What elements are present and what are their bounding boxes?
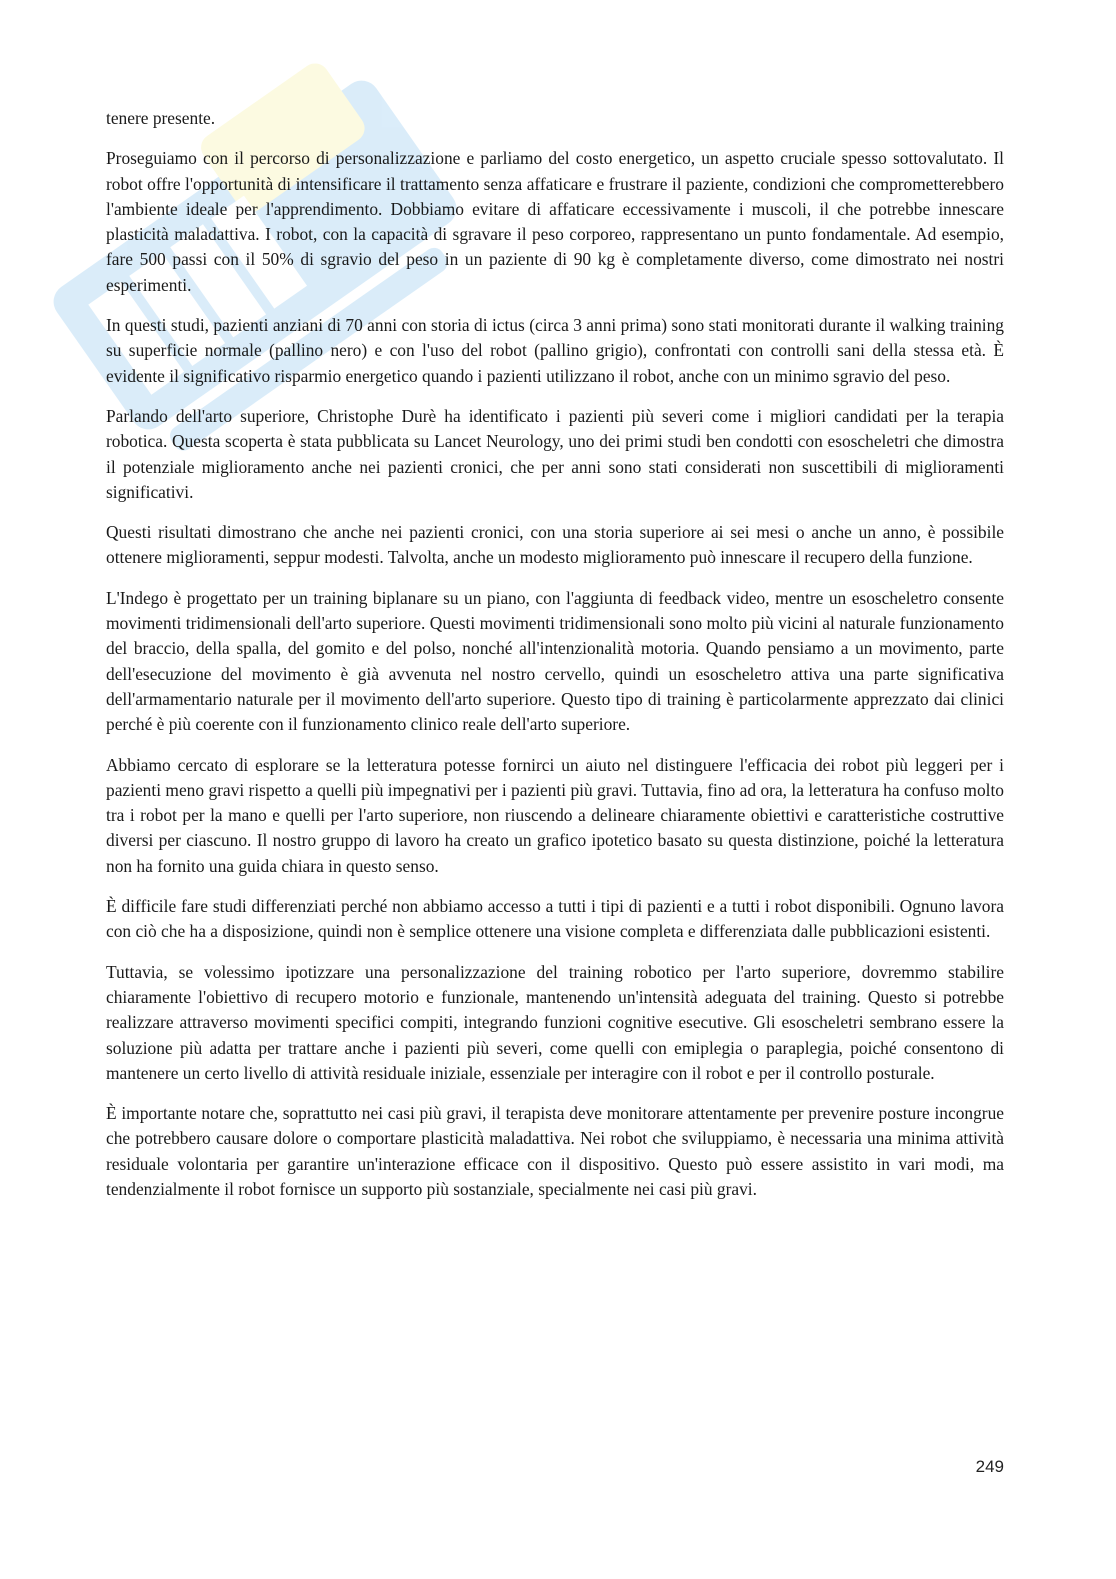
paragraph: Proseguiamo con il percorso di personalizzazione e parliamo del costo energetico, un aspetto cruciale spesso sottovalutato. Il robot offre l'opportunità di intensificare il trattamento senza affaticare e frustrare il paziente, condizioni che comprometterebbero l'ambiente ideale per l'apprendimento. Dobbiamo evitare di affaticare eccessivamente i muscoli, il che potrebbe innescare plasticità maladattiva. I robot, con la capacità di sgravare il peso corporeo, rappresentano un punto fondamentale. Ad esempio, fare 500 passi con il 50% di sgravio del peso in un paziente di 90 kg è completamente diverso, come dimostrato nei nostri esperimenti.	[106, 148, 1004, 295]
paragraph: È importante notare che, soprattutto nei casi più gravi, il terapista deve monitorare attentamente per prevenire posture incongrue che potrebbero causare dolore o comportare plasticità maladattiva. Nei robot che sviluppiamo, è necessaria una minima attività residuale volontaria per garantire un'interazione efficace con il dispositivo. Questo può essere assistito in vari modi, ma tendenzialmente il robot fornisce un supporto più sostanziale, specialmente nei casi più gravi.	[106, 1103, 1004, 1199]
paragraph: Questi risultati dimostrano che anche nei pazienti cronici, con una storia superiore ai sei mesi o anche un anno, è possibile ottenere miglioramenti, seppur modesti. Talvolta, anche un modesto miglioramento può innescare il recupero della funzione.	[106, 522, 1004, 568]
paragraph: L'Indego è progettato per un training biplanare su un piano, con l'aggiunta di feedback video, mentre un esoscheletro consente movimenti tridimensionali dell'arto superiore. Questi movimenti tridimensionali sono molto più vicini al naturale funzionamento del braccio, della spalla, del gomito e del polso, nonché all'intenzionalità motoria. Quando pensiamo a un movimento, parte dell'esecuzione del movimento è già avvenuta nel nostro cervello, quindi un esoscheletro attiva una parte significativa dell'armamentario naturale per il movimento dell'arto superiore. Questo tipo di training è particolarmente apprezzato dai clinici perché è più coerente con il funzionamento clinico reale dell'arto superiore.	[106, 587, 1004, 735]
paragraph: In questi studi, pazienti anziani di 70 anni con storia di ictus (circa 3 anni prima) sono stati monitorati durante il walking training su superficie normale (pallino nero) e con l'uso del robot (pallino grigio), confrontati con controlli sani della stessa età. È evidente il significativo risparmio energetico quando i pazienti utilizzano il robot, anche con un minimo sgravio del peso.	[106, 315, 1004, 386]
paragraph: Tuttavia, se volessimo ipotizzare una personalizzazione del training robotico per l'arto superiore, dovremmo stabilire chiaramente l'obiettivo di recupero motorio e funzionale, mantenendo un'intensità adeguata del training. Questo si potrebbe realizzare attraverso movimenti specifici compiti, integrando funzioni cognitive esecutive. Gli esoscheletri sembrano essere la soluzione più adatta per trattare anche i pazienti più severi, come quelli con emiplegia o paraplegia, poiché consentono di mantenere un certo livello di attività residuale iniziale, essenziale per interagire con il robot e per il controllo posturale.	[106, 961, 1004, 1083]
document-body	[106, 106, 1004, 1217]
paragraph: È difficile fare studi differenziati perché non abbiamo accesso a tutti i tipi di pazienti e a tutti i robot disponibili. Ognuno lavora con ciò che ha a disposizione, quindi non è semplice ottenere una visione completa e differenziata dalle pubblicazioni esistenti.	[106, 896, 1004, 942]
page-number: 249	[975, 1457, 1004, 1476]
paragraph: Parlando dell'arto superiore, Christophe Durè ha identificato i pazienti più severi come i migliori candidati per la terapia robotica. Questa scoperta è stata pubblicata su Lancet Neurology, uno dei primi studi ben condotti con esoscheletri che dimostra il potenziale miglioramento anche nei pazienti cronici, che per anni sono stati considerati non suscettibili di miglioramenti significativi.	[106, 405, 1004, 502]
paragraph: tenere presente.	[106, 108, 216, 128]
paragraph: Abbiamo cercato di esplorare se la letteratura potesse fornirci un aiuto nel distinguere l'efficacia dei robot più leggeri per i pazienti meno gravi rispetto a quelli più impegnativi per i pazienti più gravi. Tuttavia, fino ad ora, la letteratura ha confuso molto tra i robot per la mano e quelli per l'arto superiore, non riuscendo a delineare chiaramente obiettivi e caratteristiche costruttive diversi per ciascuno. Il nostro gruppo di lavoro ha creato un grafico ipotetico basato su questa distinzione, poiché la letteratura non ha fornito una guida chiara in questo senso.	[106, 754, 1004, 876]
